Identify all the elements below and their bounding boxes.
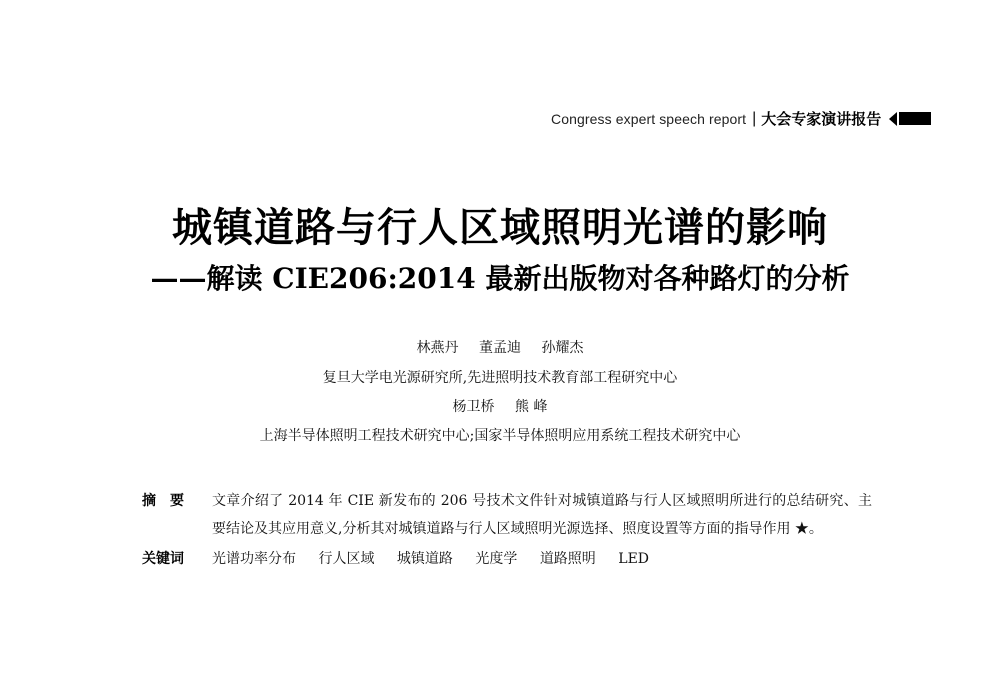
paper-title: 城镇道路与行人区域照明光谱的影响: [172, 205, 828, 251]
author-name: 熊 峰: [515, 399, 548, 415]
keywords-label: 关键词: [142, 551, 184, 567]
keyword: 光度学: [475, 551, 518, 567]
running-header: [551, 108, 931, 129]
keywords-list: [212, 545, 872, 573]
chevron-left-bar-icon: [889, 111, 931, 126]
running-header-separator: |: [752, 109, 757, 127]
author-names-2: [0, 396, 1000, 416]
abstract-section: [142, 487, 872, 573]
keyword: LED: [618, 551, 650, 567]
running-header-chinese: 大会专家演讲报告: [761, 110, 882, 128]
keywords-row: [142, 545, 872, 573]
keyword: 光谱功率分布: [212, 551, 296, 567]
author-affiliation-2: 上海半导体照明工程技术研究中心;国家半导体照明应用系统工程技术研究中心: [259, 428, 741, 444]
abstract-row: [142, 487, 872, 543]
author-names-1: [0, 337, 1000, 357]
author-name: 董孟迪: [479, 340, 521, 356]
paper-subtitle: ——解读 CIE206:2014 最新出版物对各种路灯的分析: [150, 262, 850, 295]
keyword: 行人区域: [318, 551, 375, 567]
author-name: 杨卫桥: [452, 399, 495, 415]
author-name: 林燕丹: [416, 340, 459, 356]
author-name: 孙耀杰: [541, 340, 584, 356]
abstract-label: 摘要: [142, 493, 198, 509]
keyword: 道路照明: [539, 551, 596, 567]
running-header-english: Congress expert speech report: [551, 110, 747, 127]
author-affiliation-1: 复旦大学电光源研究所,先进照明技术教育部工程研究中心: [322, 370, 678, 386]
abstract-text: 文章介绍了 2014 年 CIE 新发布的 206 号技术文件针对城镇道路与行人区域照明所进行的总结研究、主要结论及其应用意义,分析其对城镇道路与行人区域照明光源选择、照度设置等方面的指导作用 ★。: [212, 493, 872, 537]
keyword: 城镇道路: [396, 551, 453, 567]
